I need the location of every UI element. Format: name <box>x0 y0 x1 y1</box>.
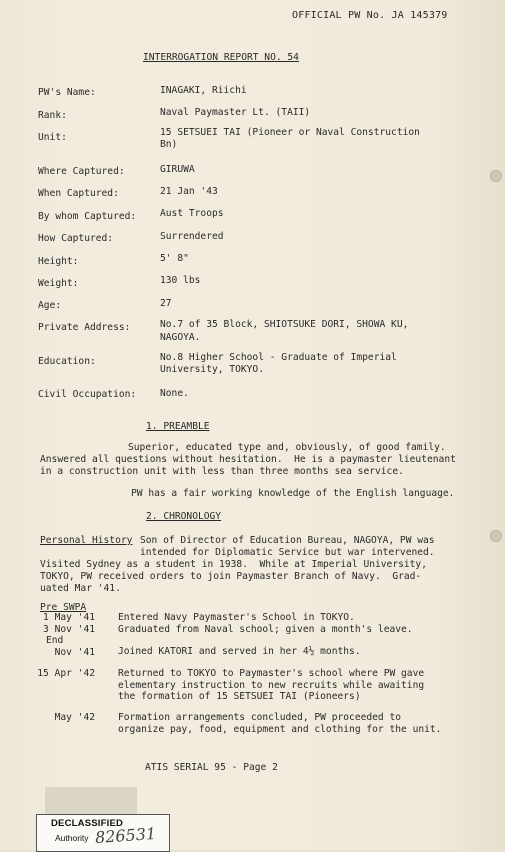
field-value-how-captured: Surrendered <box>160 231 224 242</box>
field-value-unit-cont: Bn) <box>160 139 178 150</box>
personal-history-label: Personal History <box>40 535 133 546</box>
page-footer: ATIS SERIAL 95 - Page 2 <box>145 762 278 773</box>
preamble-line-4: PW has a fair working knowledge of the English language. <box>131 488 455 499</box>
stamp-authority-label: Authority <box>55 833 89 843</box>
field-value-education: No.8 Higher School - Graduate of Imperial <box>160 352 397 363</box>
declassified-stamp <box>36 814 170 852</box>
field-value-captured-by: Aust Troops <box>160 208 224 219</box>
preamble-line-3: in a construction unit with less than three months sea service. <box>40 466 404 477</box>
personal-history-line-4: TOKYO, PW received orders to join Paymaster Branch of Navy. Grad- <box>40 571 422 582</box>
preamble-line-1: Superior, educated type and, obviously, of good family. <box>128 442 446 453</box>
field-value-where-captured: GIRUWA <box>160 164 195 175</box>
section-heading-preamble: 1. PREAMBLE <box>146 421 210 432</box>
entry-date: End <box>46 635 64 646</box>
personal-history-line-3: Visited Sydney as a student in 1938. While at Imperial University, <box>40 559 427 570</box>
entry-date: May '42 <box>54 712 95 723</box>
field-label-private-address: Private Address: <box>38 322 131 333</box>
preamble-line-2: Answered all questions without hesitation. He is a paymaster lieutenant <box>40 454 456 465</box>
field-label-unit: Unit: <box>38 132 67 143</box>
report-title: INTERROGATION REPORT NO. 54 <box>143 52 299 63</box>
field-label-age: Age: <box>38 300 62 311</box>
field-value-education-cont: University, TOKYO. <box>160 364 264 375</box>
pre-swpa-label: Pre SWPA <box>40 602 87 613</box>
field-label-where-captured: Where Captured: <box>38 166 125 177</box>
personal-history-line-5: uated Mar '41. <box>40 583 121 594</box>
personal-history-line-1: Son of Director of Education Bureau, NAGOYA, PW was <box>140 535 435 546</box>
field-label-when-captured: When Captured: <box>38 188 119 199</box>
entry-text: Formation arrangements concluded, PW proceeded to <box>118 712 402 723</box>
field-value-age: 27 <box>160 298 172 309</box>
field-value-when-captured: 21 Jan '43 <box>160 186 218 197</box>
field-label-civil-occupation: Civil Occupation: <box>38 389 137 400</box>
field-value-name: INAGAKI, Riichi <box>160 85 247 96</box>
entry-text: Entered Navy Paymaster's School in TOKYO. <box>118 612 355 623</box>
field-label-captured-by: By whom Captured: <box>38 211 137 222</box>
section-heading-chronology: 2. CHRONOLOGY <box>146 511 222 522</box>
field-label-rank: Rank: <box>38 110 67 121</box>
stamp-authority-number: 826531 <box>94 823 157 848</box>
field-label-weight: Weight: <box>38 278 79 289</box>
field-value-private-address-cont: NAGOYA. <box>160 332 201 343</box>
field-label-name: PW's Name: <box>38 87 96 98</box>
entry-text-cont: organize pay, food, equipment and clothing for the unit. <box>118 724 442 735</box>
entry-text-cont: the formation of 15 SETSUEI TAI (Pioneers) <box>118 691 361 702</box>
stamp-title: DECLASSIFIED <box>51 818 124 829</box>
field-value-unit: 15 SETSUEI TAI (Pioneer or Naval Construction <box>160 127 420 138</box>
entry-date: 3 Nov '41 <box>43 624 95 635</box>
entry-text-cont: elementary instruction to new recruits while awaiting <box>118 680 425 691</box>
entry-date: 15 Apr '42 <box>37 668 95 679</box>
entry-text: Graduated from Naval school; given a month's leave. <box>118 624 413 635</box>
field-value-weight: 130 lbs <box>160 275 201 286</box>
field-value-height: 5' 8" <box>160 253 189 264</box>
punch-hole <box>490 170 502 182</box>
field-value-private-address: No.7 of 35 Block, SHIOTSUKE DORI, SHOWA KU, <box>160 319 409 330</box>
entry-text: Returned to TOKYO to Paymaster's school where PW gave <box>118 668 425 679</box>
field-label-how-captured: How Captured: <box>38 233 114 244</box>
punch-hole <box>490 530 502 542</box>
paper-tab <box>45 787 137 815</box>
field-value-rank: Naval Paymaster Lt. (TAII) <box>160 107 311 118</box>
field-label-education: Education: <box>38 356 96 367</box>
official-pw-number: OFFICIAL PW No. JA 145379 <box>292 10 448 21</box>
field-value-civil-occupation: None. <box>160 388 189 399</box>
entry-date: 1 May '41 <box>43 612 95 623</box>
personal-history-line-2: intended for Diplomatic Service but war intervened. <box>140 547 435 558</box>
entry-date-cont: Nov '41 <box>54 647 95 658</box>
entry-text: Joined KATORI and served in her 4½ months. <box>118 646 361 657</box>
field-label-height: Height: <box>38 256 79 267</box>
